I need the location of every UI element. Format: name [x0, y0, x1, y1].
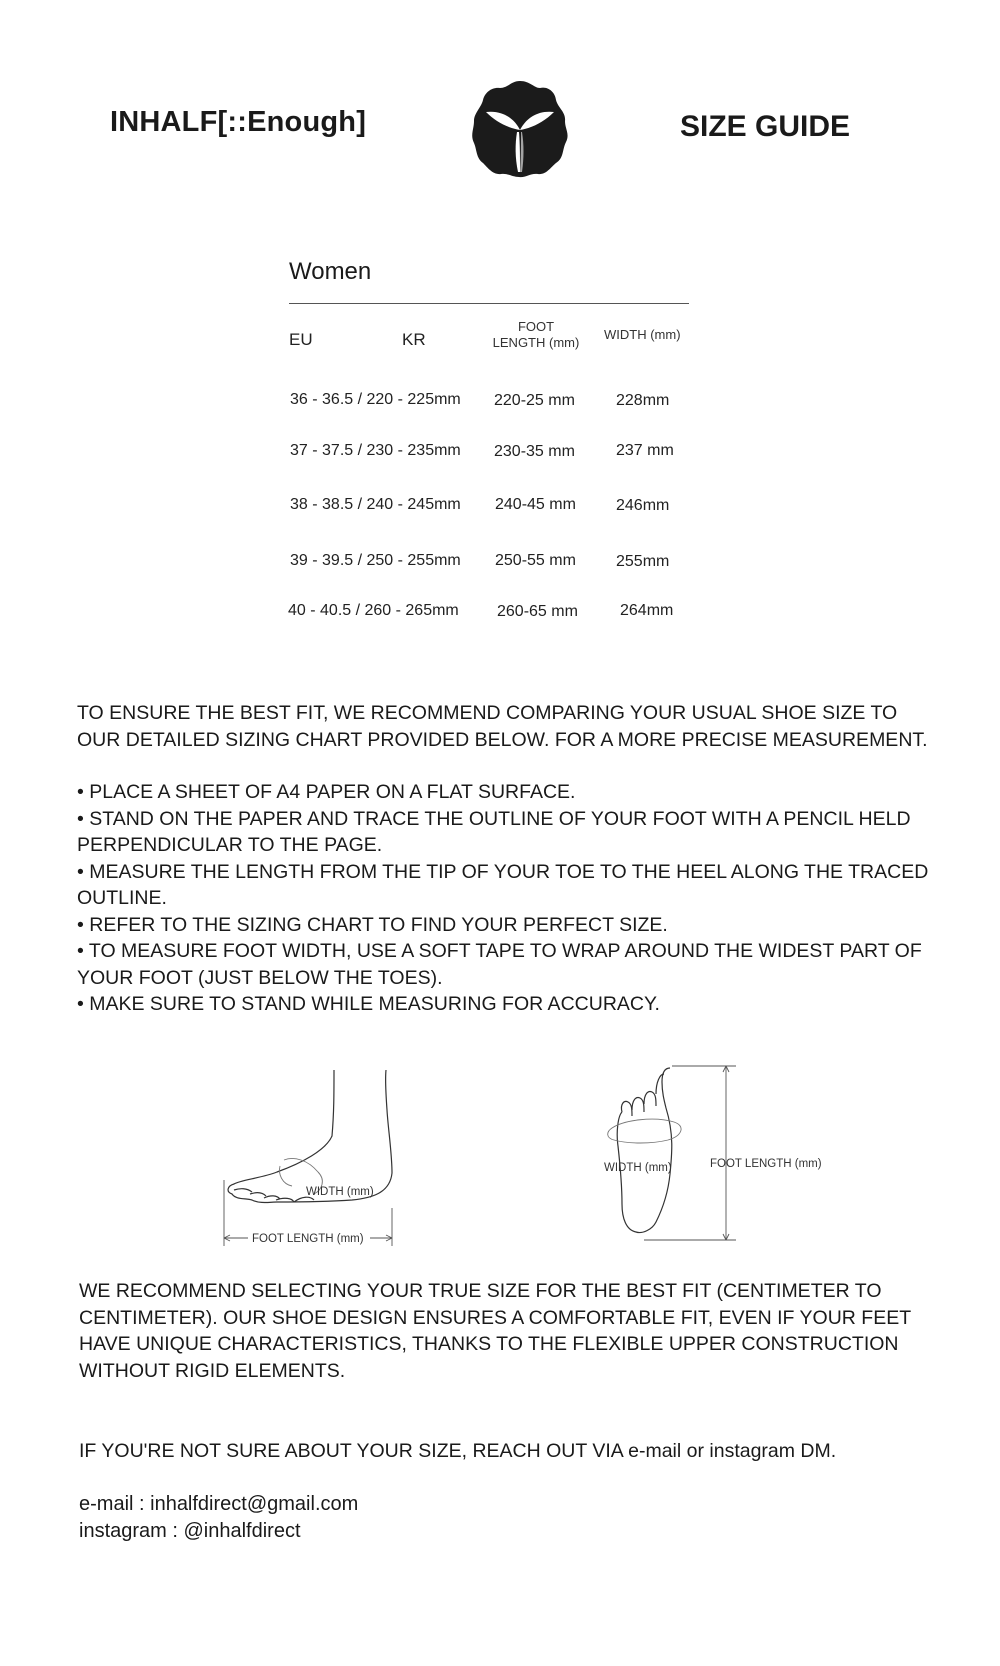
intro-paragraph: [77, 700, 928, 753]
intro-line: TO ENSURE THE BEST FIT, WE RECOMMEND COMPARING YOUR USUAL SHOE SIZE TO: [77, 702, 898, 724]
side-length-label: FOOT LENGTH (mm): [252, 1233, 364, 1245]
page-title: SIZE GUIDE: [680, 110, 851, 143]
column-header-foot: FOOT: [517, 319, 555, 334]
step-line: • TO MEASURE FOOT WIDTH, USE A SOFT TAPE TO WRAP AROUND THE WIDEST PART OF: [77, 940, 922, 962]
size-cell: 38 - 38.5 / 240 - 245mm: [290, 496, 461, 513]
contact-instagram-link[interactable]: instagram : @inhalfdirect: [79, 1520, 301, 1542]
width-cell: 264mm: [620, 602, 674, 619]
column-header-kr: KR: [402, 330, 426, 349]
fit-note-paragraph: [79, 1278, 911, 1384]
column-header-width: WIDTH (mm): [604, 327, 681, 342]
size-cell: 40 - 40.5 / 260 - 265mm: [288, 602, 459, 619]
step-line: • STAND ON THE PAPER AND TRACE THE OUTLINE OF YOUR FOOT WITH A PENCIL HELD: [77, 807, 911, 830]
size-cell: 37 - 37.5 / 230 - 235mm: [290, 442, 461, 459]
fit-note-line: WE RECOMMEND SELECTING YOUR TRUE SIZE FOR THE BEST FIT (CENTIMETER TO: [79, 1280, 882, 1302]
side-foot-diagram: [222, 1068, 412, 1248]
contact-email-link[interactable]: e-mail : inhalfdirect@gmail.com: [79, 1493, 359, 1515]
width-cell: 237 mm: [616, 442, 674, 459]
fit-note-line: HAVE UNIQUE CHARACTERISTICS, THANKS TO THE FLEXIBLE UPPER CONSTRUCTION: [79, 1333, 899, 1355]
column-header-eu: EU: [289, 330, 313, 349]
length-cell: 260-65 mm: [497, 603, 578, 620]
side-width-label: WIDTH (mm): [306, 1186, 374, 1198]
section-title-women: Women: [289, 258, 372, 285]
column-header-foot-length: [486, 319, 586, 351]
brand-name: INHALF[::Enough]: [110, 106, 367, 138]
column-header-length: LENGTH (mm): [492, 335, 580, 350]
table-divider: [289, 303, 689, 304]
step-line: • PLACE A SHEET OF A4 PAPER ON A FLAT SURFACE.: [77, 781, 576, 803]
intro-line: OUR DETAILED SIZING CHART PROVIDED BELOW. FOR A MORE PRECISE MEASUREMENT.: [77, 728, 928, 751]
flower-seal-logo-icon: [468, 78, 572, 180]
step-line: • REFER TO THE SIZING CHART TO FIND YOUR PERFECT SIZE.: [77, 913, 668, 936]
size-cell: 39 - 39.5 / 250 - 255mm: [290, 552, 461, 569]
length-cell: 220-25 mm: [494, 392, 575, 409]
contact-prompt: IF YOU'RE NOT SURE ABOUT YOUR SIZE, REACH OUT VIA e-mail or instagram DM.: [79, 1440, 837, 1462]
fit-note-line: WITHOUT RIGID ELEMENTS.: [79, 1359, 346, 1382]
step-line: OUTLINE.: [77, 887, 167, 909]
length-cell: 230-35 mm: [494, 443, 575, 460]
size-cell: 36 - 36.5 / 220 - 225mm: [290, 391, 461, 408]
sole-length-label: FOOT LENGTH (mm): [710, 1158, 822, 1170]
width-cell: 255mm: [616, 553, 670, 570]
sole-diagram: [604, 1064, 844, 1242]
side-foot-outline-icon: [228, 1070, 392, 1203]
step-line: • MAKE SURE TO STAND WHILE MEASURING FOR ACCURACY.: [77, 993, 660, 1015]
sole-outline-icon: [617, 1068, 672, 1233]
sole-length-arrow-icon: [644, 1066, 736, 1240]
measurement-steps: [77, 779, 928, 1018]
length-cell: 250-55 mm: [495, 552, 576, 569]
length-cell: 240-45 mm: [495, 496, 576, 513]
step-line: PERPENDICULAR TO THE PAGE.: [77, 834, 383, 856]
step-line: YOUR FOOT (JUST BELOW THE TOES).: [77, 966, 443, 989]
width-cell: 228mm: [616, 392, 670, 409]
step-line: • MEASURE THE LENGTH FROM THE TIP OF YOUR TOE TO THE HEEL ALONG THE TRACED: [77, 860, 929, 883]
fit-note-line: CENTIMETER). OUR SHOE DESIGN ENSURES A COMFORTABLE FIT, EVEN IF YOUR FEET: [79, 1306, 912, 1329]
sole-width-label: WIDTH (mm): [604, 1162, 672, 1174]
width-cell: 246mm: [616, 497, 670, 514]
